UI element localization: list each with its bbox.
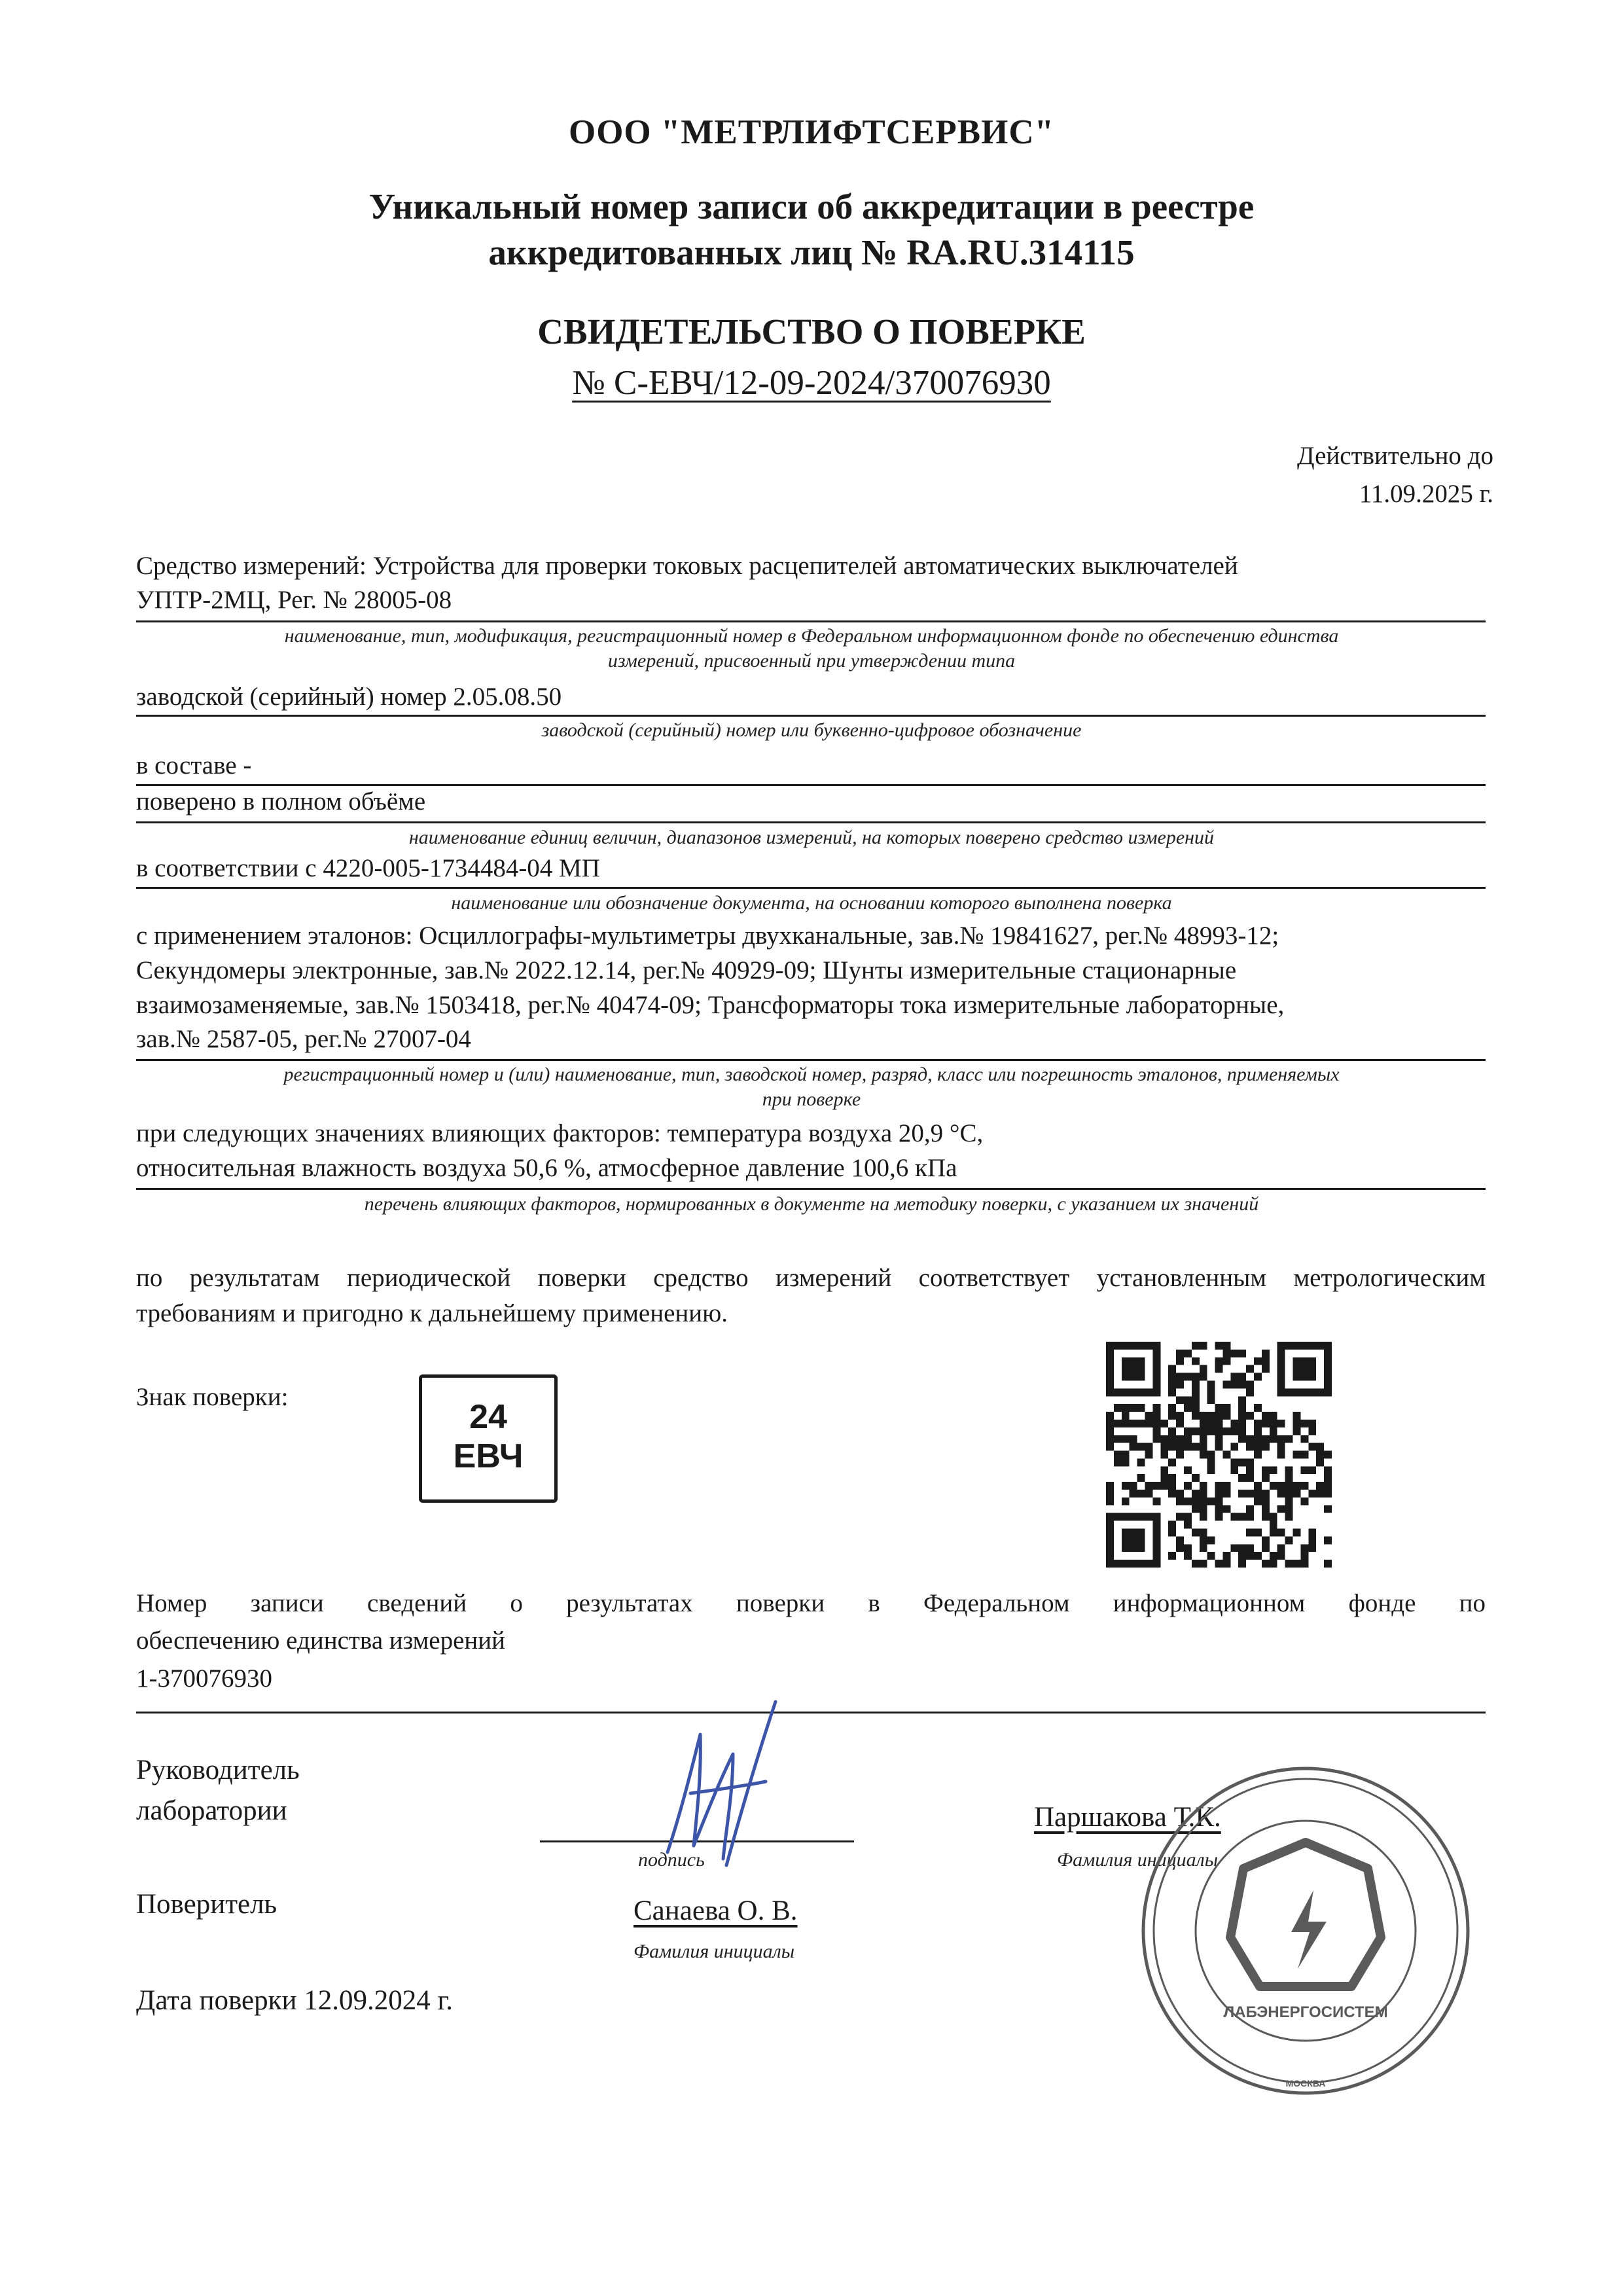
scope: поверено в полном объёме [136, 787, 426, 816]
qr-code [1106, 1342, 1332, 1568]
instrument-line-1: Средство измерений: Устройства для проверки токовых расцепителей автоматических выключателей [136, 552, 1238, 580]
divider [136, 1712, 1486, 1713]
head-label-2: лаборатории [136, 1795, 287, 1826]
standards-caption-2: при поверке [762, 1088, 861, 1110]
organization-name: ООО "МЕТРЛИФТСЕРВИС" [568, 113, 1055, 151]
instrument-caption-2: измерений, присвоенный при утверждении типа [607, 650, 1016, 672]
head-name-caption: Фамилия инициалы [1057, 1849, 1219, 1871]
result-line-1: по результатам периодической поверки средство измерений соответствует установленным метрологическим [136, 1264, 1486, 1292]
accreditation-line-2: аккредитованных лиц № RA.RU.314115 [488, 232, 1135, 272]
verifier-name: Санаева О. В. [633, 1895, 798, 1926]
document-title: СВИДЕТЕЛЬСТВО О ПОВЕРКЕ [537, 312, 1086, 351]
standards-caption-1: регистрационный номер и (или) наименование, тип, заводской номер, разряд, класс или погрешность эталонов, применяемых [283, 1064, 1340, 1085]
divider [136, 887, 1486, 889]
serial-caption: заводской (серийный) номер или буквенно-цифровое обозначение [541, 719, 1082, 741]
document-number: № С-ЕВЧ/12-09-2024/370076930 [572, 364, 1051, 402]
head-name: Паршакова Т.К. [1034, 1802, 1221, 1833]
standards-line-2: Секундомеры электронные, зав.№ 2022.12.14, рег.№ 40929-09; Шунты измерительные стационарные [136, 956, 1237, 984]
instrument-line-2: УПТР-2МЦ, Рег. № 28005-08 [136, 586, 452, 614]
conditions-caption: перечень влияющих факторов, нормированных в документе на методику поверки, с указанием их значений [364, 1193, 1259, 1215]
handwritten-signature [628, 1695, 798, 1878]
divider [136, 620, 1486, 622]
registry-line-2: обеспечению единства измерений [136, 1626, 506, 1655]
registry-number: 1-370076930 [136, 1664, 272, 1693]
conditions-line-2: относительная влажность воздуха 50,6 %, атмосферное давление 100,6 кПа [136, 1154, 957, 1182]
stamp-city: МОСКВА [1285, 2078, 1326, 2089]
stamp-org-name: ЛАБЭНЕРГОСИСТЕМ [1223, 2003, 1388, 2021]
divider [136, 715, 1486, 717]
verification-mark [419, 1374, 558, 1503]
round-stamp [1135, 1761, 1476, 2101]
divider [136, 821, 1486, 823]
result-line-2: требованиям и пригодно к дальнейшему применению. [136, 1299, 728, 1327]
divider [136, 1188, 1486, 1190]
divider [136, 1059, 1486, 1061]
standards-line-4: зав.№ 2587-05, рег.№ 27007-04 [136, 1025, 471, 1053]
method: в соответствии с 4220-005-1734484-04 МП [136, 854, 600, 882]
registry-line-1: Номер записи сведений о результатах поверки в Федеральном информационном фонде по [136, 1589, 1486, 1617]
instrument-caption-1: наименование, тип, модификация, регистрационный номер в Федеральном информационном фонде по обеспечению единства [284, 625, 1339, 647]
composition: в составе - [136, 751, 252, 780]
head-label-1: Руководитель [136, 1755, 300, 1785]
validity-label: Действительно до [1297, 442, 1493, 470]
standards-line-3: взаимозаменяемые, зав.№ 1503418, рег.№ 40474-09; Трансформаторы тока измерительные лабораторные, [136, 991, 1285, 1019]
standards-line-1: с применением эталонов: Осциллографы-мультиметры двухканальные, зав.№ 19841627, рег.№ 48993-12; [136, 922, 1279, 950]
verification-mark-year: 24 [469, 1398, 507, 1436]
verification-mark-code: ЕВЧ [453, 1437, 524, 1475]
accreditation-line-1: Уникальный номер записи об аккредитации в реестре [368, 187, 1255, 226]
method-caption: наименование или обозначение документа, на основании которого выполнена поверка [451, 892, 1172, 914]
verification-date: Дата поверки 12.09.2024 г. [136, 1985, 454, 2016]
scope-caption: наименование единиц величин, диапазонов измерений, на которых поверено средство измерений [408, 827, 1215, 848]
serial-number: заводской (серийный) номер 2.05.08.50 [136, 683, 562, 711]
verifier-label: Поверитель [136, 1889, 277, 1920]
validity-date: 11.09.2025 г. [1359, 480, 1493, 508]
verifier-name-caption: Фамилия инициалы [633, 1941, 795, 1962]
verification-mark-label: Знак поверки: [136, 1383, 289, 1411]
signature-caption: подпись [638, 1849, 705, 1871]
conditions-line-1: при следующих значениях влияющих факторов: температура воздуха 20,9 °С, [136, 1119, 984, 1147]
